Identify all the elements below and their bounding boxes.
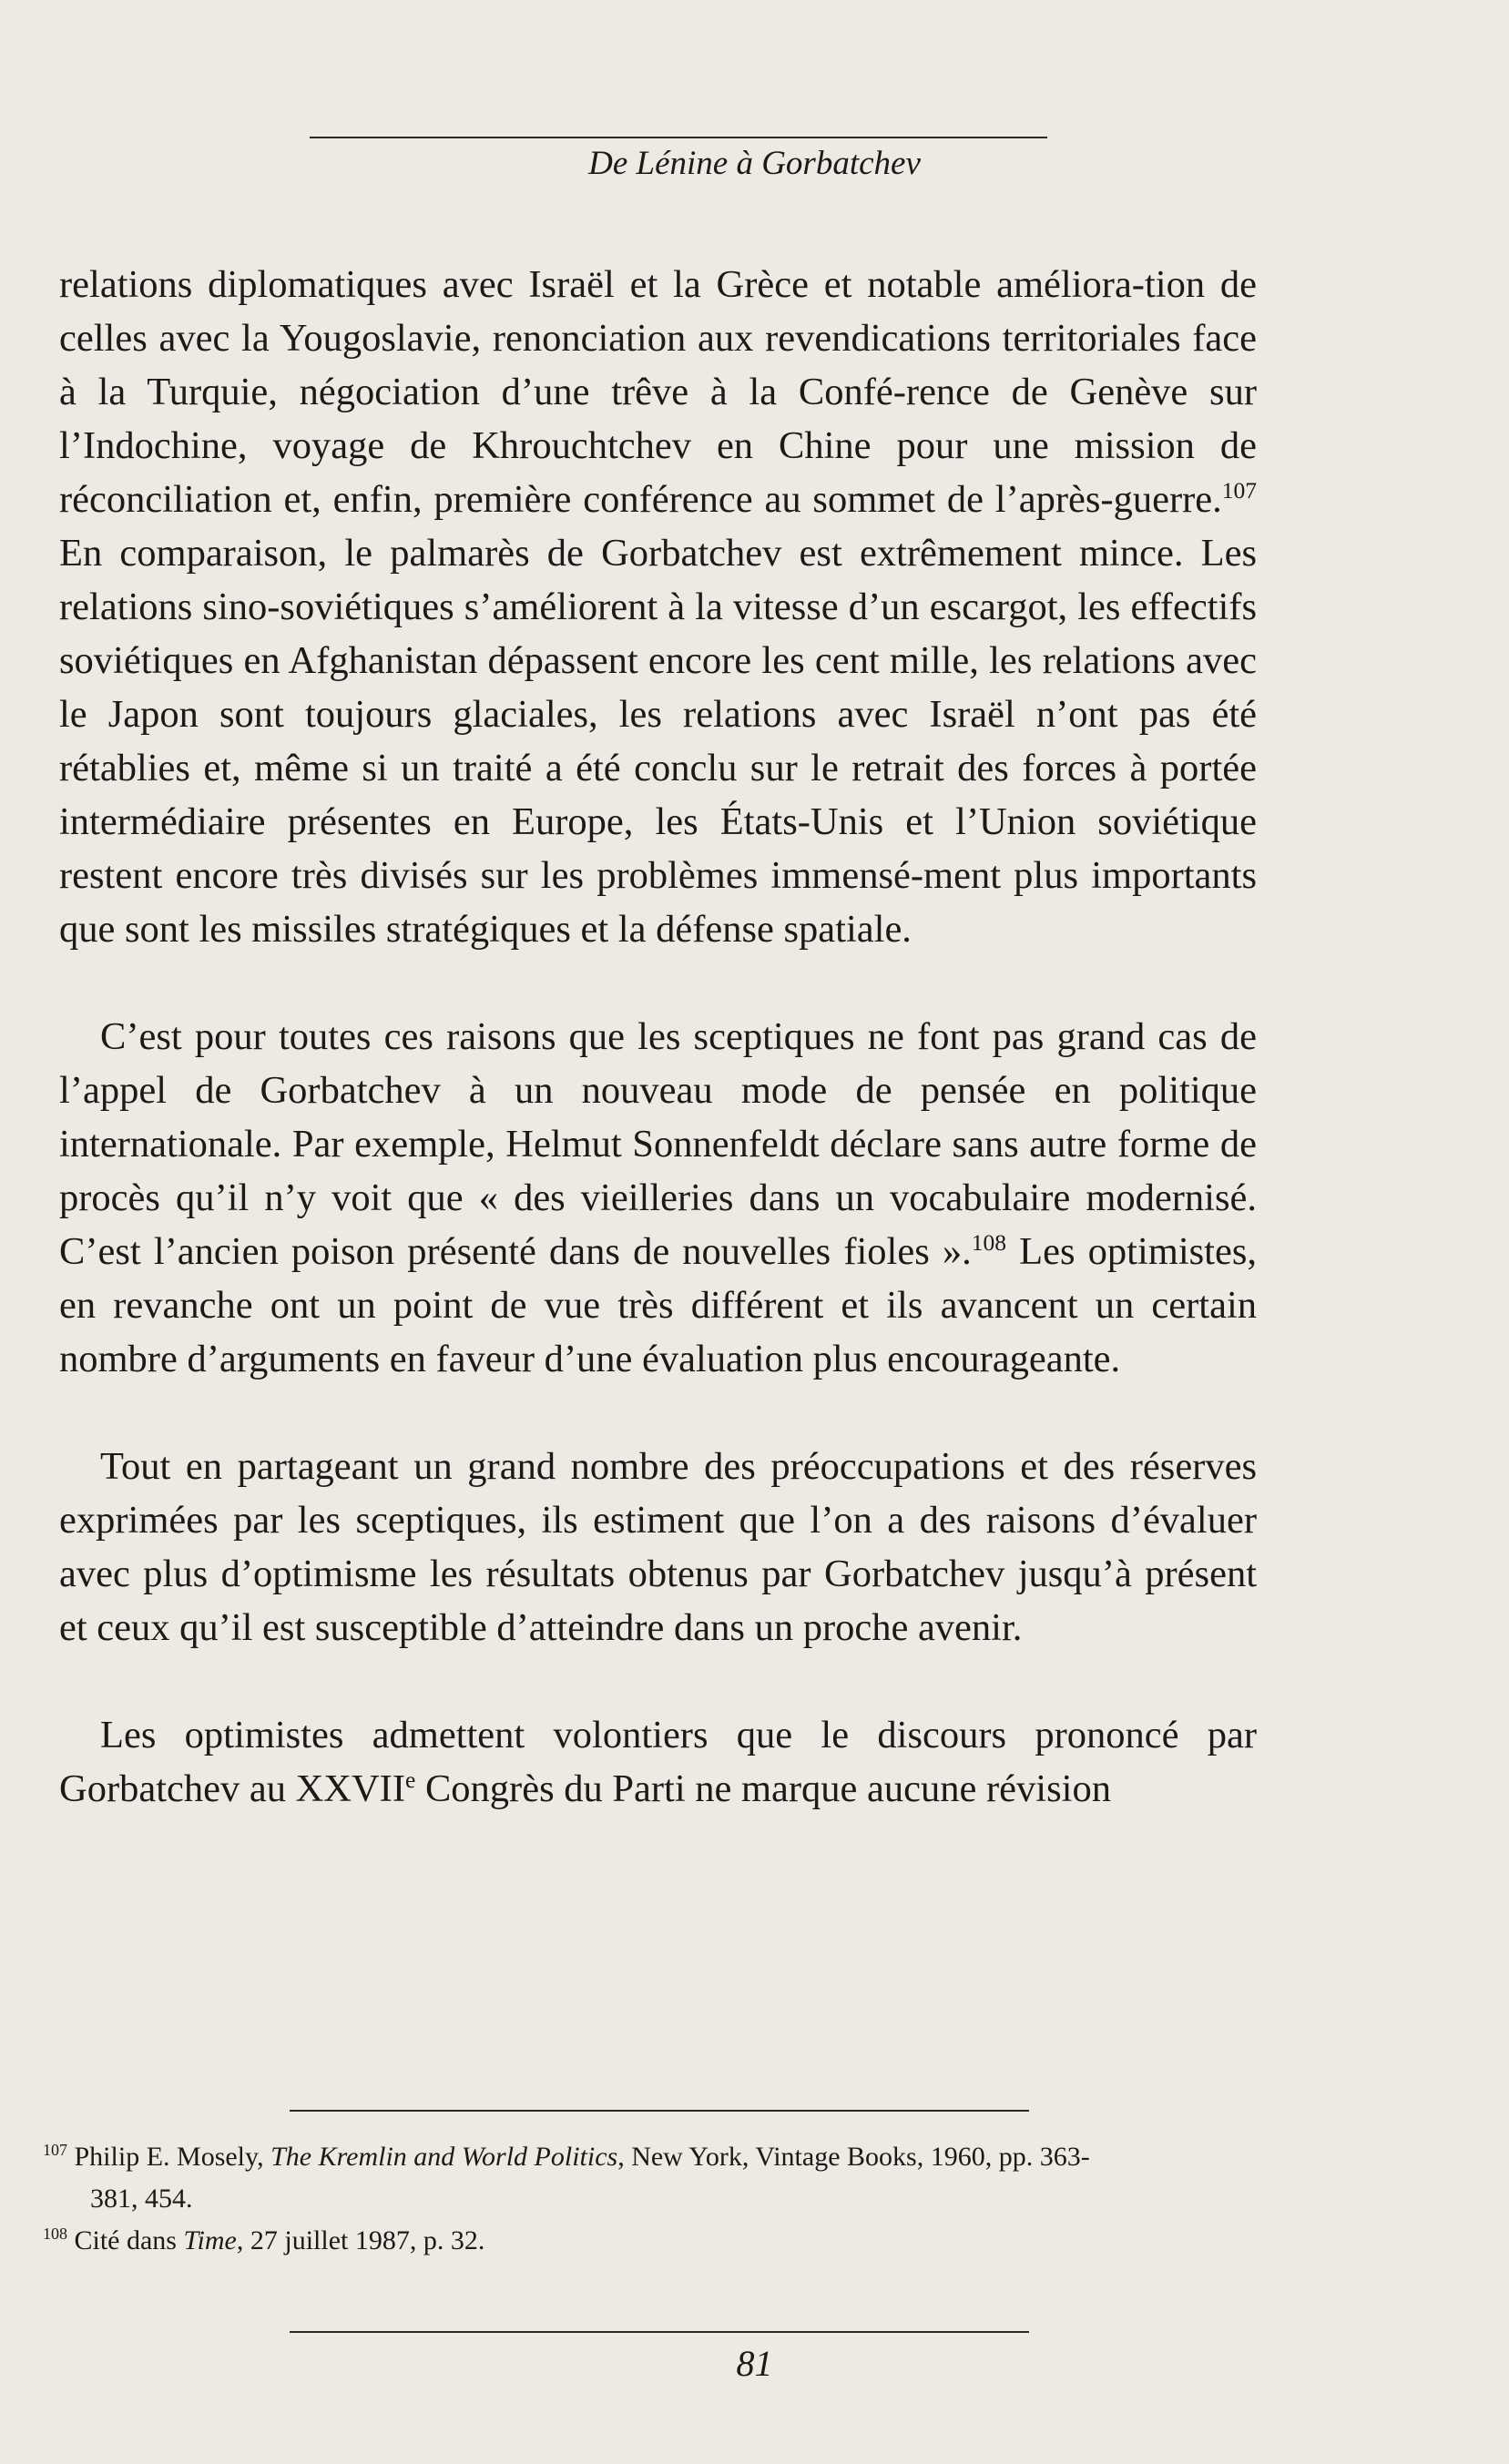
footnote-continuation: 381, 454. xyxy=(90,2184,193,2214)
text-run: Les optimistes, en revanche ont un point de vue très différent et ils avancent un certain nombre d’arguments en faveur d’une évaluation plus encourageante. xyxy=(59,1230,1257,1380)
footnote-title: Time xyxy=(183,2225,237,2255)
footnote-text: Cité dans xyxy=(74,2225,184,2255)
paragraph-2 xyxy=(59,1010,1257,1386)
text-run: Congrès du Parti ne marque aucune révision xyxy=(415,1767,1111,1810)
footnote-ref-108: 108 xyxy=(971,1228,1007,1256)
text-run: Tout en partageant un grand nombre des préoccupations et des réserves exprimées par les sceptiques, ils estiment que l’on a des raisons d’évaluer avec plus d’optimisme les résultats obtenus par Gorbatchev jusqu’à présent et ceux qu’il est susceptible d’atteindre dans un proche avenir. xyxy=(59,1445,1257,1649)
footnotes xyxy=(43,2136,1263,2262)
paragraph-1 xyxy=(59,258,1257,956)
running-head: De Lénine à Gorbatchev xyxy=(588,145,921,182)
footnote-text: , New York, Vintage Books, 1960, pp. 363- xyxy=(617,2142,1090,2172)
footnote-108 xyxy=(43,2220,1263,2262)
footnote-number: 108 xyxy=(43,2225,67,2243)
text-run: En comparaison, le palmarès de Gorbatchev est extrêmement mince. Les relations sino-soviétiques s’améliorent à la vitesse d’un escargot, les effectifs soviétiques en Afghanistan dépassent encore les cent mille, les relations avec le Japon sont toujours glaciales, les relations avec Israël n’ont pas été rétablies et, même si un traité a été conclu sur le retrait des forces à portée intermédiaire présentes en Europe, les États-Unis et l’Union soviétique restent encore très divisés sur les problèmes immensé-ment plus importants que sont les missiles stratégiques et la défense spatiale. xyxy=(59,532,1257,951)
footnote-ref-107: 107 xyxy=(1221,476,1257,504)
footnote-title: The Kremlin and World Politics xyxy=(270,2142,618,2172)
footnote-107 xyxy=(43,2136,1263,2220)
footnote-text: Philip E. Mosely, xyxy=(74,2142,271,2172)
page-number: 81 xyxy=(736,2343,773,2384)
paragraph-4 xyxy=(59,1708,1257,1816)
text-run: C’est pour toutes ces raisons que les sceptiques ne font pas grand cas de l’appel de Gorbatchev à un nouveau mode de pensée en politique internationale. Par exemple, Helmut Sonnenfeldt déclare sans autre forme de procès qu’il n’y voit que « des vieilleries dans un vocabulaire modernisé. C’est l’ancien poison présenté dans de nouvelles fioles ». xyxy=(59,1015,1257,1273)
body-text xyxy=(59,258,1257,1816)
text-run: Les optimistes admettent volontiers que le discours prononcé par Gorbatchev au XXVII xyxy=(59,1714,1257,1810)
header-rule xyxy=(310,137,1047,138)
footer-rule xyxy=(290,2331,1029,2333)
footnote-text: , 27 juillet 1987, p. 32. xyxy=(236,2225,485,2255)
text-run: relations diplomatiques avec Israël et la Grèce et notable améliora-tion de celles avec la Yougoslavie, renonciation aux revendications territoriales face à la Turquie, négociation d’une trêve à la Confé-rence de Genève sur l’Indochine, voyage de Khrouchtchev en Chine pour une mission de réconciliation et, enfin, première conférence au sommet de l’après-guerre. xyxy=(59,263,1257,521)
ordinal-superscript: e xyxy=(405,1766,416,1793)
paragraph-3 xyxy=(59,1440,1257,1655)
footnote-number: 107 xyxy=(43,2141,67,2159)
footnote-rule xyxy=(290,2110,1029,2112)
